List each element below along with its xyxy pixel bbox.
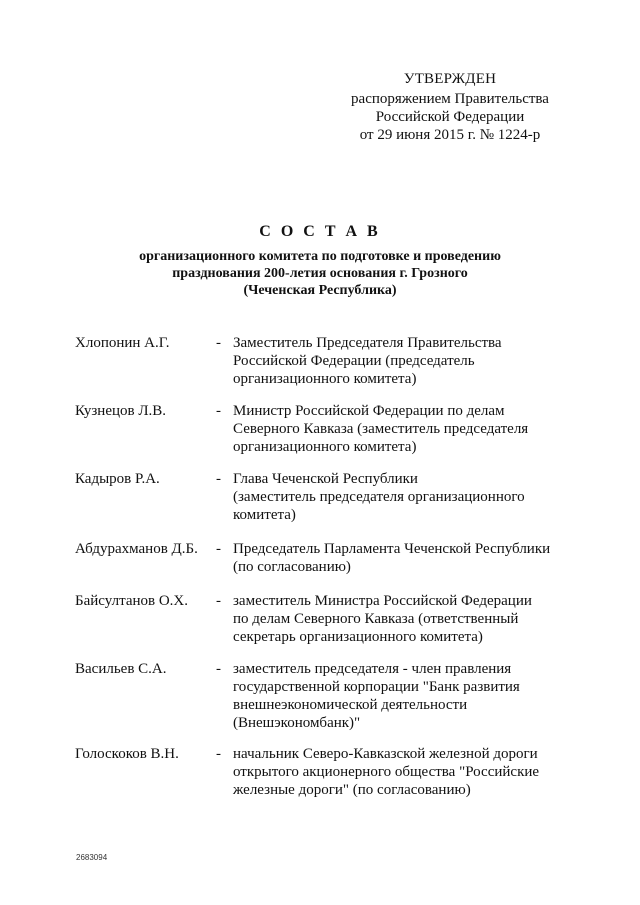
role-line: Российской Федерации (председатель <box>233 353 475 369</box>
member-dash: - <box>216 471 221 487</box>
member-name: Васильев С.А. <box>75 661 167 677</box>
role-line: Заместитель Председателя Правительства <box>233 335 502 351</box>
approval-line-3: от 29 июня 2015 г. № 1224-р <box>359 127 541 143</box>
document-title: С О С Т А В <box>259 223 381 240</box>
member-role <box>233 592 573 646</box>
subtitle-line-3: (Чеченская Республика) <box>243 283 397 298</box>
role-line: по делам Северного Кавказа (ответственный <box>233 611 519 627</box>
role-line: железные дороги" (по согласованию) <box>233 782 471 798</box>
role-line: Министр Российской Федерации по делам <box>233 403 505 419</box>
role-line: заместитель председателя - член правления <box>233 661 512 677</box>
role-line: секретарь организационного комитета) <box>233 629 483 645</box>
role-line: открытого акционерного общества "Российские <box>233 764 540 780</box>
member-name: Кадыров Р.А. <box>75 471 160 487</box>
role-line: Председатель Парламента Чеченской Республики <box>233 541 551 557</box>
approval-title: УТВЕРЖДЕН <box>403 71 497 87</box>
document-subtitle <box>60 248 580 299</box>
member-name: Кузнецов Л.В. <box>75 403 167 419</box>
subtitle-line-2: празднования 200-летия основания г. Грозного <box>172 266 468 281</box>
member-name: Голоскоков В.Н. <box>75 746 179 762</box>
role-line: (заместитель председателя организационного <box>233 489 525 505</box>
role-line: Глава Чеченской Республики <box>233 471 418 487</box>
role-line: (Внешэкономбанк)" <box>233 715 361 731</box>
member-dash: - <box>216 335 221 351</box>
member-role <box>233 402 573 456</box>
role-line: заместитель Министра Российской Федерации <box>233 593 532 609</box>
role-line: начальник Северо-Кавказской железной дороги <box>233 746 538 762</box>
member-dash: - <box>216 593 221 609</box>
role-line: Северного Кавказа (заместитель председателя <box>233 421 529 437</box>
approval-stamp <box>330 70 570 144</box>
member-role <box>233 540 573 576</box>
member-dash: - <box>216 746 221 762</box>
member-role <box>233 470 573 524</box>
member-name: Абдурахманов Д.Б. <box>75 541 198 557</box>
subtitle-line-1: организационного комитета по подготовке и проведению <box>139 249 501 264</box>
role-line: организационного комитета) <box>233 439 417 455</box>
member-dash: - <box>216 541 221 557</box>
role-line: комитета) <box>233 507 296 523</box>
document-code: 2683094 <box>76 853 108 862</box>
approval-line-1: распоряжением Правительства <box>351 91 549 107</box>
member-dash: - <box>216 403 221 419</box>
member-role <box>233 334 573 388</box>
member-name: Хлопонин А.Г. <box>75 335 170 351</box>
role-line: внешнеэкономической деятельности <box>233 697 468 713</box>
member-name: Байсултанов О.Х. <box>75 593 189 609</box>
role-line: государственной корпорации "Банк развития <box>233 679 520 695</box>
role-line: организационного комитета) <box>233 371 417 387</box>
member-role <box>233 660 573 732</box>
approval-line-2: Российской Федерации <box>375 109 525 125</box>
member-role <box>233 745 573 799</box>
member-dash: - <box>216 661 221 677</box>
role-line: (по согласованию) <box>233 559 351 575</box>
